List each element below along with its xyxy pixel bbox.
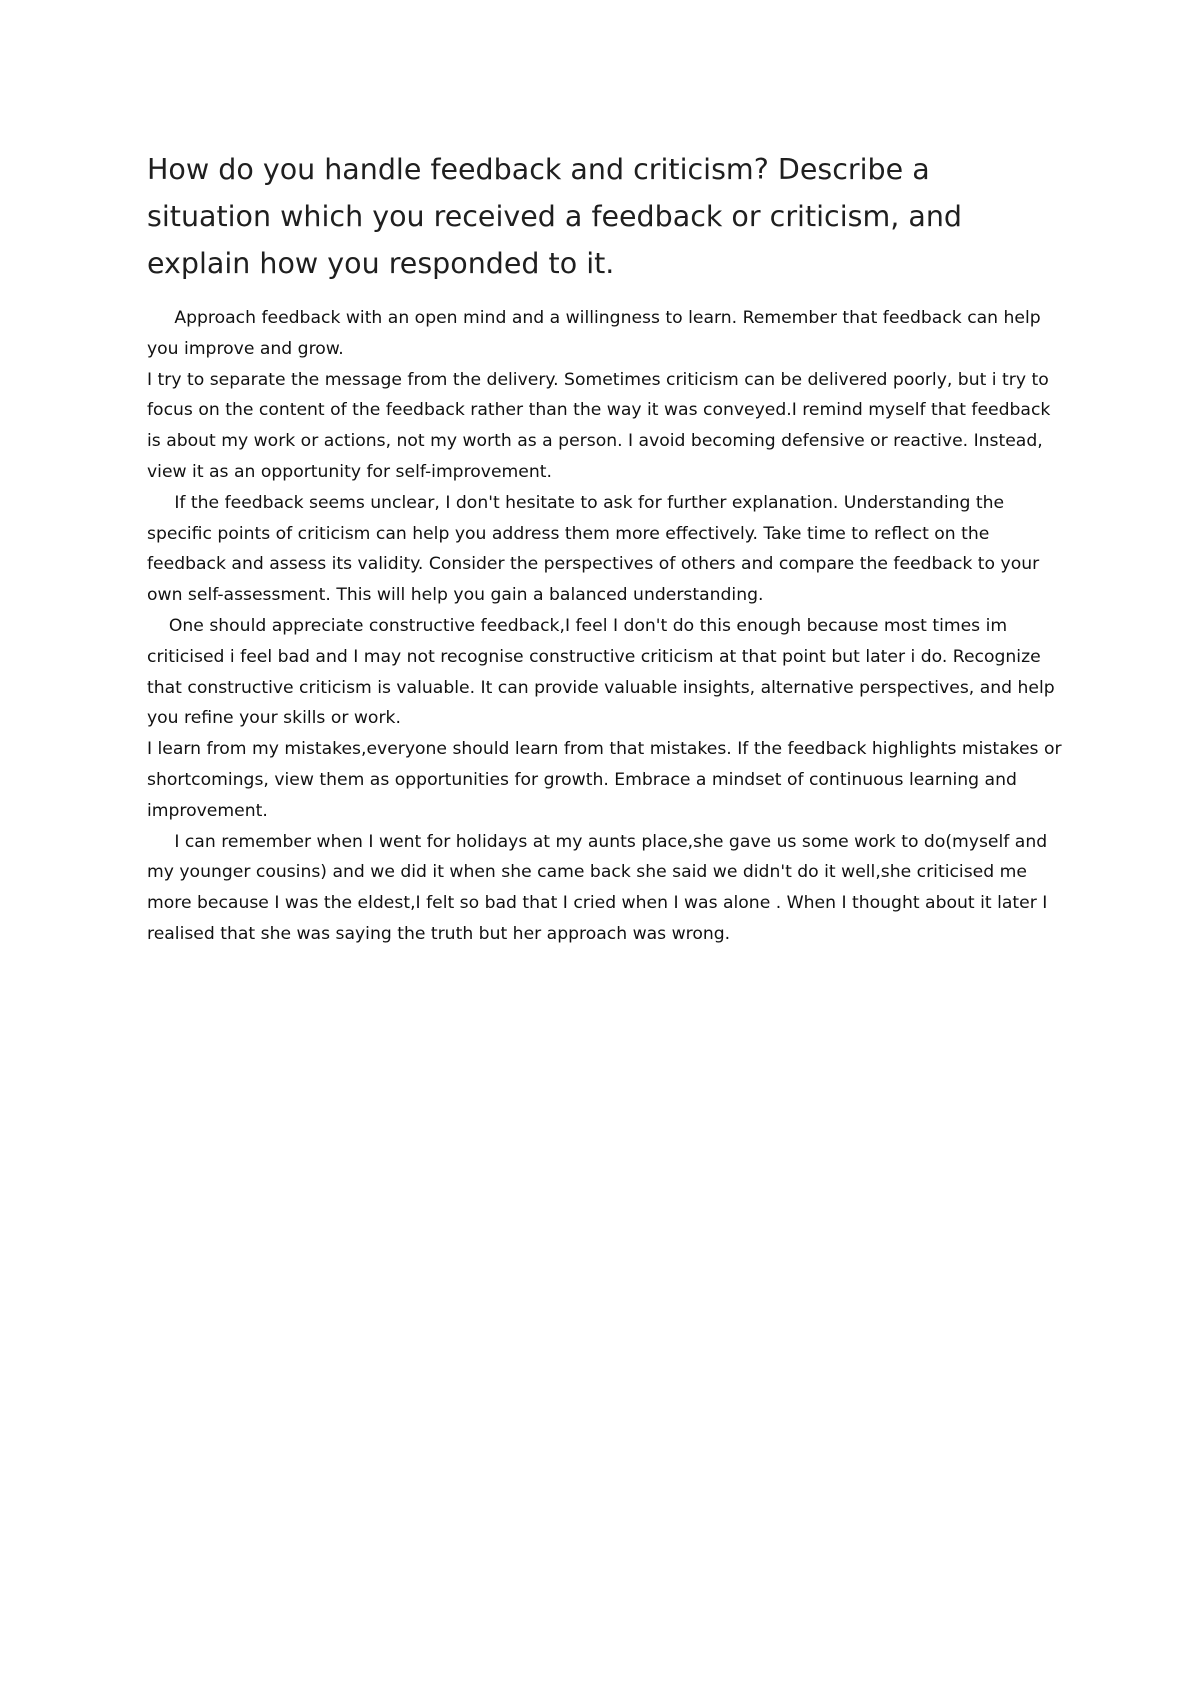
paragraph-learn-from-mistakes: I learn from my mistakes,everyone should learn from that mistakes. If the feedback highlights mistakes or shortcomings, view them as opportunities for growth. Embrace a mindset of continuous learning and improvement. — [147, 739, 1062, 821]
paragraph-constructive-feedback: One should appreciate constructive feedback,I feel I don't do this enough because most times im criticised i feel bad and I may not recognise constructive criticism at that point but later i do. Recognize that constructive criticism is valuable. It can provide valuable insights, alternative perspectives, and help you refine your skills or work. — [147, 615, 1055, 729]
document-body — [147, 303, 1067, 950]
paragraph-ask-explanation: If the feedback seems unclear, I don't hesitate to ask for further explanation. Understanding the specific points of criticism can help you address them more effectively. Take time to reflect on the feedback and assess its validity. Consider the perspectives of others and compare the feedback to your own self-assessment. This will help you gain a balanced understanding. — [147, 492, 1040, 606]
document-title: How do you handle feedback and criticism? Describe a situation which you received a feedback or criticism, and explain how you responded to it. — [147, 153, 962, 280]
paragraph-personal-story: I can remember when I went for holidays at my aunts place,she gave us some work to do(myself and my younger cousins) and we did it when she came back she said we didn't do it well,she criticised me more because I was the eldest,I felt so bad that I cried when I was alone . When I thought about it later I realised that she was saying the truth but her approach was wrong. — [147, 831, 1048, 944]
paragraph-open-mind: Approach feedback with an open mind and a willingness to learn. Remember that feedback can help you improve and grow. — [147, 308, 1041, 359]
paragraph-separate-message: I try to separate the message from the delivery. Sometimes criticism can be delivered poorly, but i try to focus on the content of the feedback rather than the way it was conveyed.I remind myself that feedback is about my work or actions, not my worth as a person. I avoid becoming defensive or reactive. Instead, view it as an opportunity for self-improvement. — [147, 369, 1051, 482]
